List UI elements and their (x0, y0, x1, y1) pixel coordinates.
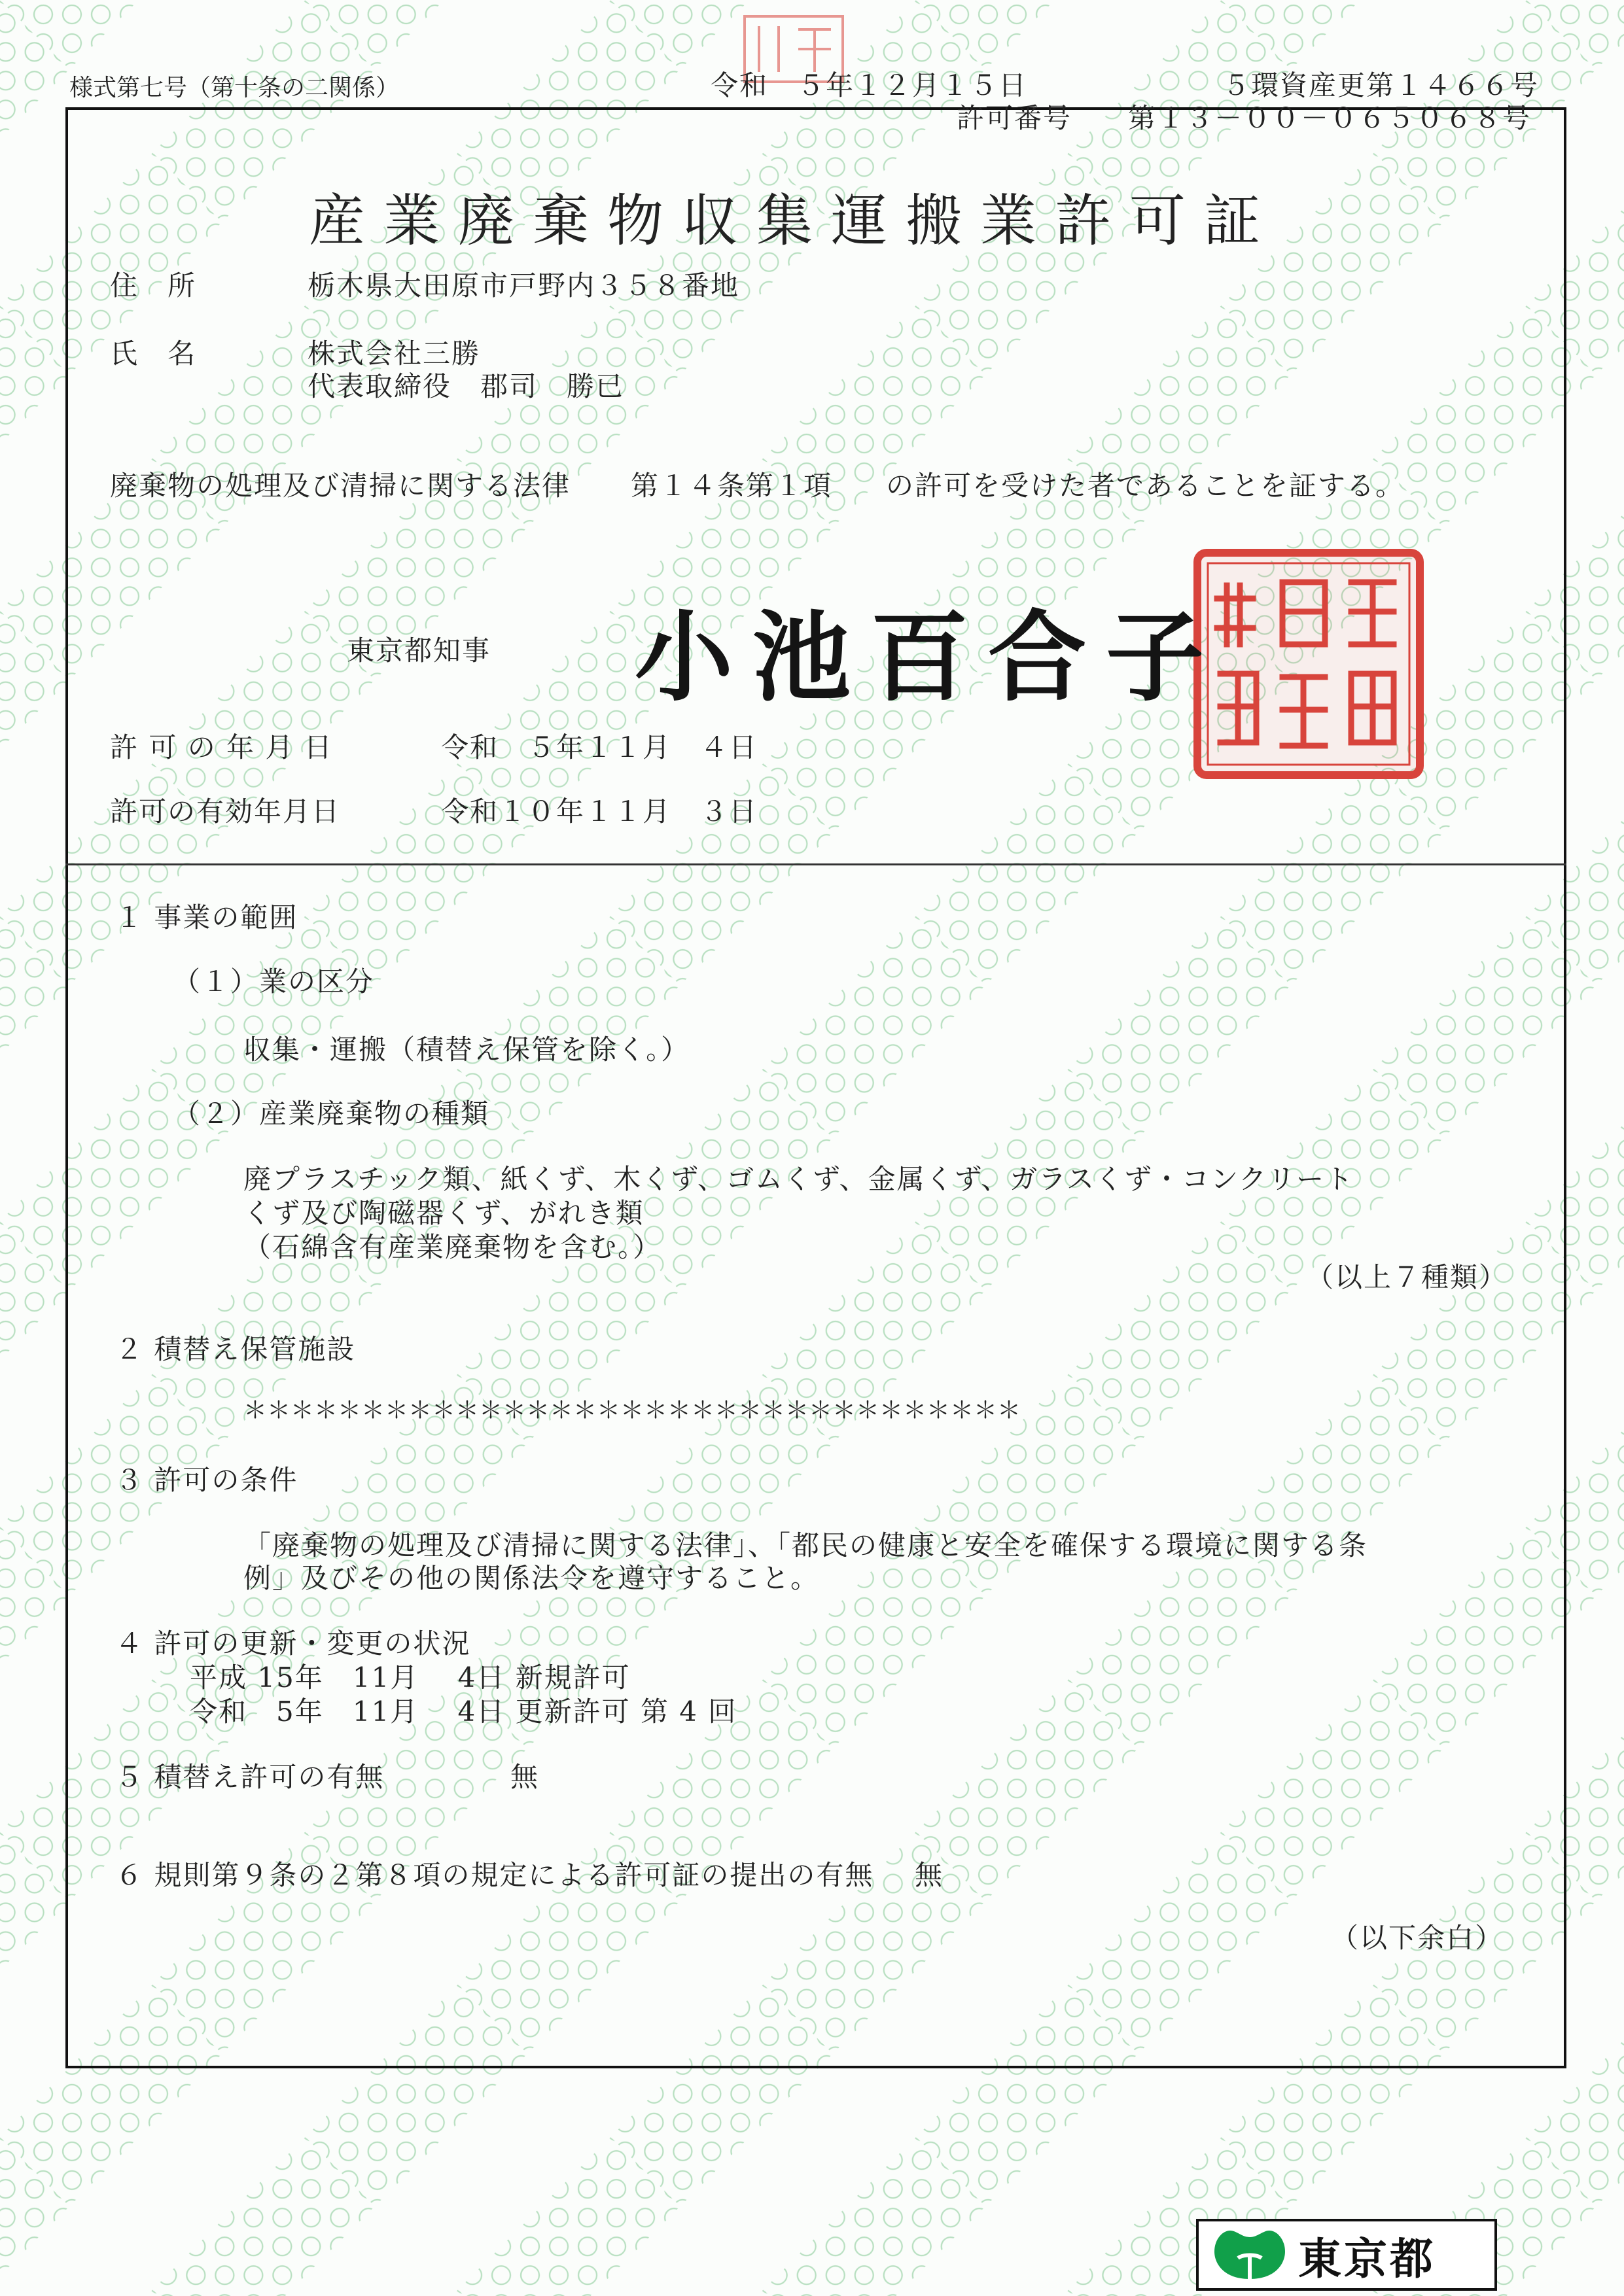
section3-heading: ３ 許可の条件 (115, 1464, 298, 1496)
business-category-heading: （１）業の区分 (173, 965, 375, 998)
waste-types-line2: くず及び陶磁器くず、がれき類 (243, 1197, 644, 1229)
address-value: 栃木県大田原市戸野内３５８番地 (308, 270, 740, 302)
certificate-title: 産業廃棄物収集運搬業許可証 (309, 188, 1279, 254)
condition-line2: 例」及びその他の関係法令を遵守すること。 (243, 1562, 820, 1594)
permit-date-label: 許 可 の 年 月 日 (110, 731, 333, 763)
waste-types-total: （以上７種類） (1306, 1261, 1508, 1293)
document-number: ５環資産更第１４６６号 (1222, 69, 1540, 101)
certification-statement: の許可を受けた者であることを証する。 (886, 470, 1405, 502)
certificate-submission-value: 無 (915, 1859, 944, 1891)
name-label: 氏 名 (110, 338, 197, 370)
form-number: 様式第七号（第十条の二関係） (69, 75, 400, 101)
history-line2: 令和 5年 11月 4日 更新許可 第 4 回 (190, 1696, 737, 1728)
ginkgo-leaf-icon (1210, 2225, 1289, 2284)
law-article: 第１４条第１項 (631, 470, 833, 502)
company-name: 株式会社三勝 (308, 338, 481, 370)
address-label: 住 所 (110, 270, 197, 302)
waste-types-heading: （２）産業廃棄物の種類 (173, 1098, 490, 1130)
expiry-date: 令和１０年１１月 ３日 (441, 795, 758, 827)
transfer-facility-value: ＊＊＊＊＊＊＊＊＊＊＊＊＊＊＊＊＊＊＊＊＊＊＊＊＊＊＊＊＊＊＊＊＊ (243, 1397, 1021, 1424)
issuer-title: 東京都知事 (347, 635, 491, 667)
section1-heading: １ 事業の範囲 (115, 901, 298, 933)
end-note: （以下余白） (1331, 1922, 1504, 1954)
representative-name: 代表取締役 郡司 勝已 (308, 370, 625, 402)
section2-heading: ２ 積替え保管施設 (115, 1333, 356, 1365)
governor-seal-icon (1191, 546, 1426, 782)
transfer-permit-value: 無 (510, 1761, 540, 1793)
tokyo-logo (1196, 2219, 1497, 2291)
permit-date: 令和 ５年１１月 ４日 (441, 731, 758, 763)
governor-signature: 小池百合子 (635, 600, 1224, 715)
condition-line1: 「廃棄物の処理及び清掃に関する法律」、「都民の健康と安全を確保する環境に関する条 (243, 1529, 1368, 1561)
section5-heading: ５ 積替え許可の有無 (115, 1761, 385, 1793)
expiry-date-label: 許可の有効年月日 (110, 795, 341, 827)
history-line1: 平成 15年 11月 4日 新規許可 (190, 1661, 631, 1694)
section-divider (65, 863, 1566, 865)
waste-types-line1: 廃プラスチック類、紙くず、木くず、ゴムくず、金属くず、ガラスくず・コンクリート (243, 1163, 1354, 1195)
waste-types-line3: （石綿含有産業廃棄物を含む。） (243, 1231, 662, 1263)
permit-number: 第１３－００－０６５０６８号 (1128, 102, 1532, 134)
permit-number-label: 許可番号 (957, 102, 1072, 134)
logo-text: 東京都 (1298, 2233, 1436, 2284)
business-category-value: 収集・運搬（積替え保管を除く。） (243, 1034, 690, 1066)
section6-heading: ６ 規則第９条の２第８項の規定による許可証の提出の有無 (115, 1859, 874, 1891)
law-name: 廃棄物の処理及び清掃に関する法律 (110, 470, 571, 502)
issue-date: 令和 ５年１２月１５日 (711, 69, 1028, 101)
section4-heading: ４ 許可の更新・変更の状況 (115, 1627, 471, 1660)
